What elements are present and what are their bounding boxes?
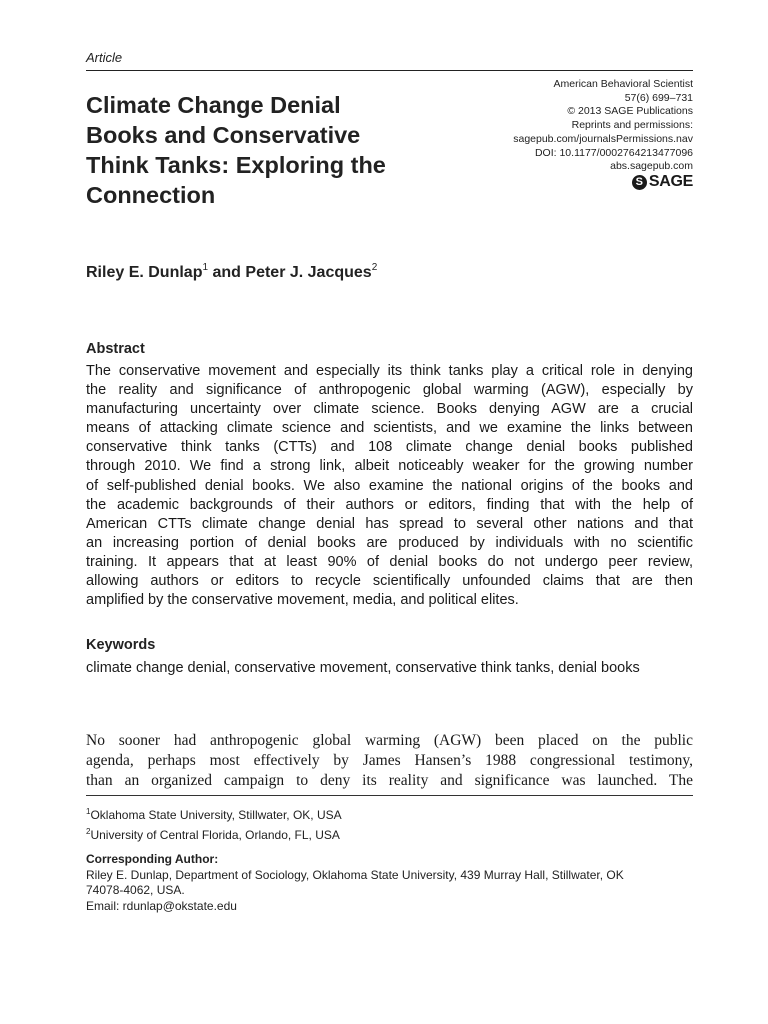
journal-copyright: © 2013 SAGE Publications [567,105,693,118]
title-line: Climate Change Denial [86,92,341,118]
author-affiliation-mark: 1 [202,262,209,273]
abstract-line: through 2010. We find a strong link, albeit noticeably weaker for the growing number [86,458,693,475]
author-affiliation-mark: 2 [371,262,378,273]
keywords-text: climate change denial, conservative movement, conservative think tanks, denial books [86,660,640,676]
affiliation [86,804,342,824]
abstract-line: The conservative movement and especially its think tanks play a critical role in denying [86,363,693,379]
author-list [86,262,377,282]
article-title [86,90,471,210]
journal-name: American Behavioral Scientist [553,78,693,90]
abstract-line: the academic backgrounds of their authors or editors, finding that with the help of [86,496,693,513]
author-name: Peter J. Jacques [245,264,372,281]
journal-volume: 57(6) 699–731 [624,91,693,104]
footnote-rule [86,795,693,796]
intro-line: No sooner had anthropogenic global warming (AGW) been placed on the public [86,732,693,749]
abstract-line: the reality and significance of anthropogenic global warming (AGW), especially by [86,382,693,399]
intro-line: than an organized campaign to deny its reality and significance was launched. The [86,772,693,789]
header-rule [86,70,693,71]
abstract-line: amplified by the conservative movement, media, and political elites. [86,592,519,609]
corresponding-author-address: Riley E. Dunlap, Department of Sociology, Oklahoma State University, 439 Murray Hall, Stillwater, OK [86,867,624,882]
abstract-line: American CTTs climate change denial has spread to several other nations and that [86,515,693,532]
abstract-line: conservative think tanks (CTTs) and 108 climate change denial books published [86,439,693,456]
affiliation-mark: 2 [86,826,91,836]
intro-line: agenda, perhaps most effectively by James Hansen’s 1988 congressional testimony, [86,752,693,769]
corresponding-author-heading: Corresponding Author: [86,852,219,866]
affiliation-mark: 1 [86,807,91,816]
keywords-heading: Keywords [86,637,156,653]
abstract-line: means of attacking climate science and scientists, and we examine the links between [86,420,693,437]
affiliation-text: Oklahoma State University, Stillwater, OK, USA [90,808,342,822]
abstract-line: an increasing portion of denial books are produced by individuals with no scientific [86,534,693,551]
affiliations [86,804,342,843]
journal-permissions-link[interactable]: sagepub.com/journalsPermissions.nav [513,132,693,145]
corresponding-author-address: 74078-4062, USA. [86,883,185,897]
article-type-label: Article [86,50,123,65]
journal-meta [453,78,693,174]
abstract-line: allowing authors or editors to recycle scientifically unfounded claims that are then [86,573,693,590]
abstract-line: manufacturing uncertainty over climate science. Books denying AGW are a crucial [86,401,693,418]
journal-reprints: Reprints and permissions: [571,119,693,132]
sage-logo [632,174,693,190]
corresponding-author [86,852,693,914]
intro-paragraph [86,731,693,791]
abstract-line: of self-published denial books. We also examine the national origins of the books and [86,477,693,494]
abstract-line: training. It appears that at least 90% of denial books do not undergo peer review, [86,553,693,570]
author-conjunction: and [212,264,241,281]
journal-doi[interactable]: DOI: 10.1177/0002764213477096 [534,146,693,159]
title-line: Think Tanks: Exploring the [86,152,386,178]
corresponding-author-email[interactable]: Email: rdunlap@okstate.edu [86,898,237,913]
journal-site-link[interactable]: abs.sagepub.com [610,160,693,173]
sage-logo-text: SAGE [648,173,693,190]
abstract-text [86,362,693,610]
affiliation [86,824,342,844]
title-line: Books and Conservative [86,122,361,148]
author-name: Riley E. Dunlap [86,264,203,281]
abstract-heading: Abstract [86,341,145,357]
title-line: Connection [86,182,216,208]
affiliation-text: University of Central Florida, Orlando, FL, USA [90,827,340,842]
sage-logo-icon: S [632,175,647,190]
